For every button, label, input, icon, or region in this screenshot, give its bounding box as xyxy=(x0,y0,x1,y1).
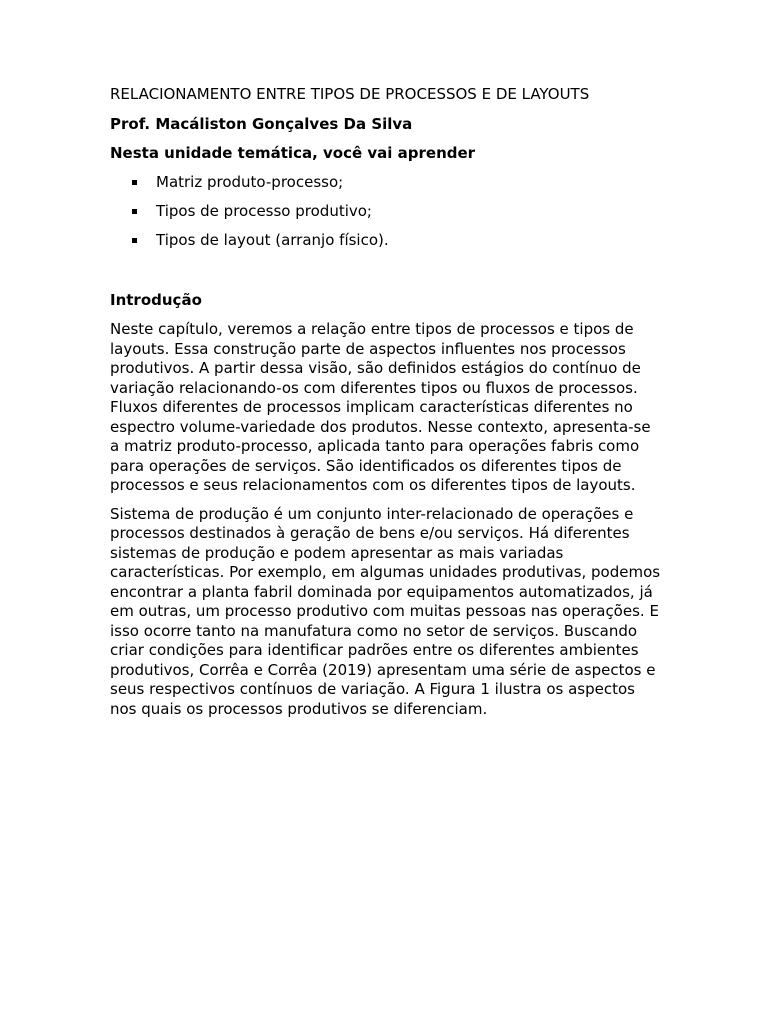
document-title: RELACIONAMENTO ENTRE TIPOS DE PROCESSOS E DE LAYOUTS xyxy=(110,85,590,103)
square-bullet-icon xyxy=(132,209,137,214)
learning-item-text: Tipos de layout (arranjo físico). xyxy=(156,231,389,249)
learning-item-text: Tipos de processo produtivo; xyxy=(156,202,372,220)
learning-list xyxy=(110,172,664,250)
author-name: Prof. Macáliston Gonçalves Da Silva xyxy=(110,115,413,133)
learning-list-item xyxy=(110,230,664,250)
learning-list-item xyxy=(110,201,664,221)
learning-list-item xyxy=(110,172,664,192)
learning-heading: Nesta unidade temática, você vai aprender xyxy=(110,144,476,162)
square-bullet-icon xyxy=(132,180,137,185)
learning-item-text: Matriz produto-processo; xyxy=(156,173,344,191)
body-paragraph: Neste capítulo, veremos a relação entre tipos de processos e tipos de layouts. Essa construção parte de aspectos influentes nos processos produtivos. A partir dessa visão, são definidos estágios do contínuo de variação relacionando-os com diferentes tipos ou fluxos de processos. Fluxos diferentes de processos implicam características diferentes no espectro volume-variedade dos produtos. Nesse contexto, apresenta-se a matriz produto-processo, aplicada tanto para operações fabris como para operações de serviços. São identificados os diferentes tipos de processos e seus relacionamentos com os diferentes tipos de layouts. xyxy=(110,320,651,494)
body-paragraph: Sistema de produção é um conjunto inter-relacionado de operações e processos destinados à geração de bens e/ou serviços. Há diferentes sistemas de produção e podem apresentar as mais variadas características. Por exemplo, em algumas unidades produtivas, podemos encontrar a planta fabril dominada por equipamentos automatizados, já em outras, um processo produtivo com muitas pessoas nas operações. E isso ocorre tanto na manufatura como no setor de serviços. Buscando criar condições para identificar padrões entre os diferentes ambientes produtivos, Corrêa e Corrêa (2019) apresentam uma série de aspectos e seus respectivos contínuos de variação. A Figura 1 ilustra os aspectos nos quais os processos produtivos se diferenciam. xyxy=(110,504,661,718)
square-bullet-icon xyxy=(132,238,137,243)
introduction-heading: Introdução xyxy=(110,291,202,309)
